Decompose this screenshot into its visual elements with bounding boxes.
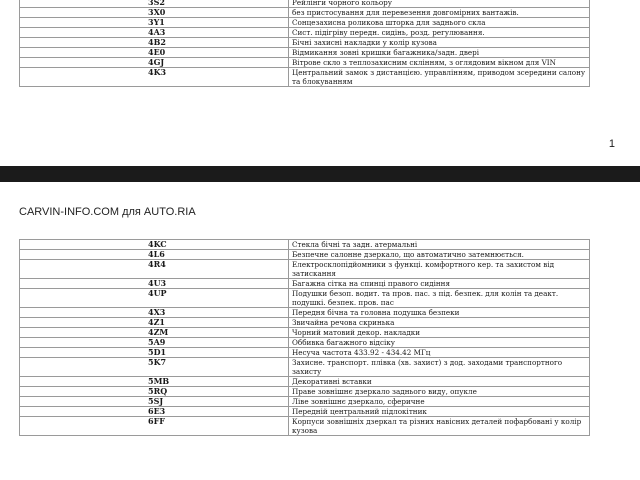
table-row [20, 18, 590, 28]
table-row [20, 417, 590, 436]
option-code: 4Z1 [20, 318, 289, 328]
option-description: Рейлінги чорного кольору [289, 0, 590, 8]
option-code: 3S2 [20, 0, 289, 8]
option-description: Центральний замок з дистанцією. управлінням, приводом зсередини салону та блокуванням [289, 68, 590, 87]
document-page-2 [0, 182, 640, 480]
page-number: 1 [608, 138, 615, 150]
option-description: Передній центральний підлокітник [289, 407, 590, 417]
option-code: 5MB [20, 377, 289, 387]
table-row [20, 58, 590, 68]
option-description: Захисне. транспорт. плівка (хв. захист) з дод. заходами транспортного захисту [289, 358, 590, 377]
document-page-1 [0, 0, 640, 166]
option-code: 4KC [20, 240, 289, 250]
option-code: 4ZM [20, 328, 289, 338]
table-row [20, 240, 590, 250]
option-description: Декоративні вставки [289, 377, 590, 387]
option-description: Сонцезахисна роликова шторка для заднього скла [289, 18, 590, 28]
option-code: 4K3 [20, 68, 289, 87]
option-code: 3X0 [20, 8, 289, 18]
option-code: 4U3 [20, 279, 289, 289]
option-code: 4E0 [20, 48, 289, 58]
table-row [20, 8, 590, 18]
option-code: 3Y1 [20, 18, 289, 28]
table-row [20, 250, 590, 260]
table-row [20, 68, 590, 87]
option-description: Передня бічна та головна подушка безпеки [289, 308, 590, 318]
option-code: 4B2 [20, 38, 289, 48]
option-description: Сист. підігріву передн. сидінь, розд. регулювання. [289, 28, 590, 38]
option-description: Стекла бічні та задн. атермальні [289, 240, 590, 250]
table-row [20, 289, 590, 308]
option-code: 4UP [20, 289, 289, 308]
option-description: Праве зовнішнє дзеркало заднього виду, опукле [289, 387, 590, 397]
option-description: Оббивка багажного відсіку [289, 338, 590, 348]
page-divider [0, 166, 640, 182]
option-description: Чорний матовий декор. накладки [289, 328, 590, 338]
option-code: 6FF [20, 417, 289, 436]
option-code: 5RQ [20, 387, 289, 397]
table-row [20, 48, 590, 58]
option-code: 4X3 [20, 308, 289, 318]
option-description: Електросклопідйомники з функці. комфортного кер. та захистом від затискання [289, 260, 590, 279]
option-description: без пристосування для перевезення довгомірних вантажів. [289, 8, 590, 18]
table-row [20, 279, 590, 289]
table-row [20, 397, 590, 407]
option-description: Бічні захисні накладки у колір кузова [289, 38, 590, 48]
option-code: 5SJ [20, 397, 289, 407]
option-code: 4A3 [20, 28, 289, 38]
table-row [20, 387, 590, 397]
option-description: Несуча частота 433.92 - 434.42 МГц [289, 348, 590, 358]
table-row [20, 348, 590, 358]
option-code: 6E3 [20, 407, 289, 417]
table-row [20, 358, 590, 377]
table-row [20, 338, 590, 348]
option-code: 4R4 [20, 260, 289, 279]
option-description: Відмикання зовні кришки багажника/задн. двері [289, 48, 590, 58]
equipment-table-page-2 [19, 239, 590, 436]
option-code: 5A9 [20, 338, 289, 348]
option-description: Багажна сітка на спинці правого сидіння [289, 279, 590, 289]
table-row [20, 377, 590, 387]
table-row [20, 0, 590, 8]
page-header-title: CARVIN-INFO.COM для AUTO.RIA [19, 206, 196, 218]
option-code: 4GJ [20, 58, 289, 68]
table-row [20, 28, 590, 38]
table-row [20, 407, 590, 417]
table-row [20, 260, 590, 279]
table-row [20, 38, 590, 48]
table-row [20, 328, 590, 338]
option-code: 4L6 [20, 250, 289, 260]
table-row [20, 308, 590, 318]
option-code: 5D1 [20, 348, 289, 358]
option-description: Подушки безоп. водит. та пров. пас. з під. безпек. для колін та деакт. подушкі. безпек. пров. пас [289, 289, 590, 308]
option-description: Ліве зовнішнє дзеркало, сферичне [289, 397, 590, 407]
option-code: 5K7 [20, 358, 289, 377]
table-row [20, 318, 590, 328]
option-description: Безпечне салонне дзеркало, що автоматично затемнюється. [289, 250, 590, 260]
option-description: Звичайна речова скринька [289, 318, 590, 328]
option-description: Вітрове скло з теплозахисним склінням, з оглядовим вікном для VIN [289, 58, 590, 68]
option-description: Корпуси зовнішніх дзеркал та різних навісних деталей пофарбовані у колір кузова [289, 417, 590, 436]
equipment-table-page-1 [19, 0, 590, 87]
